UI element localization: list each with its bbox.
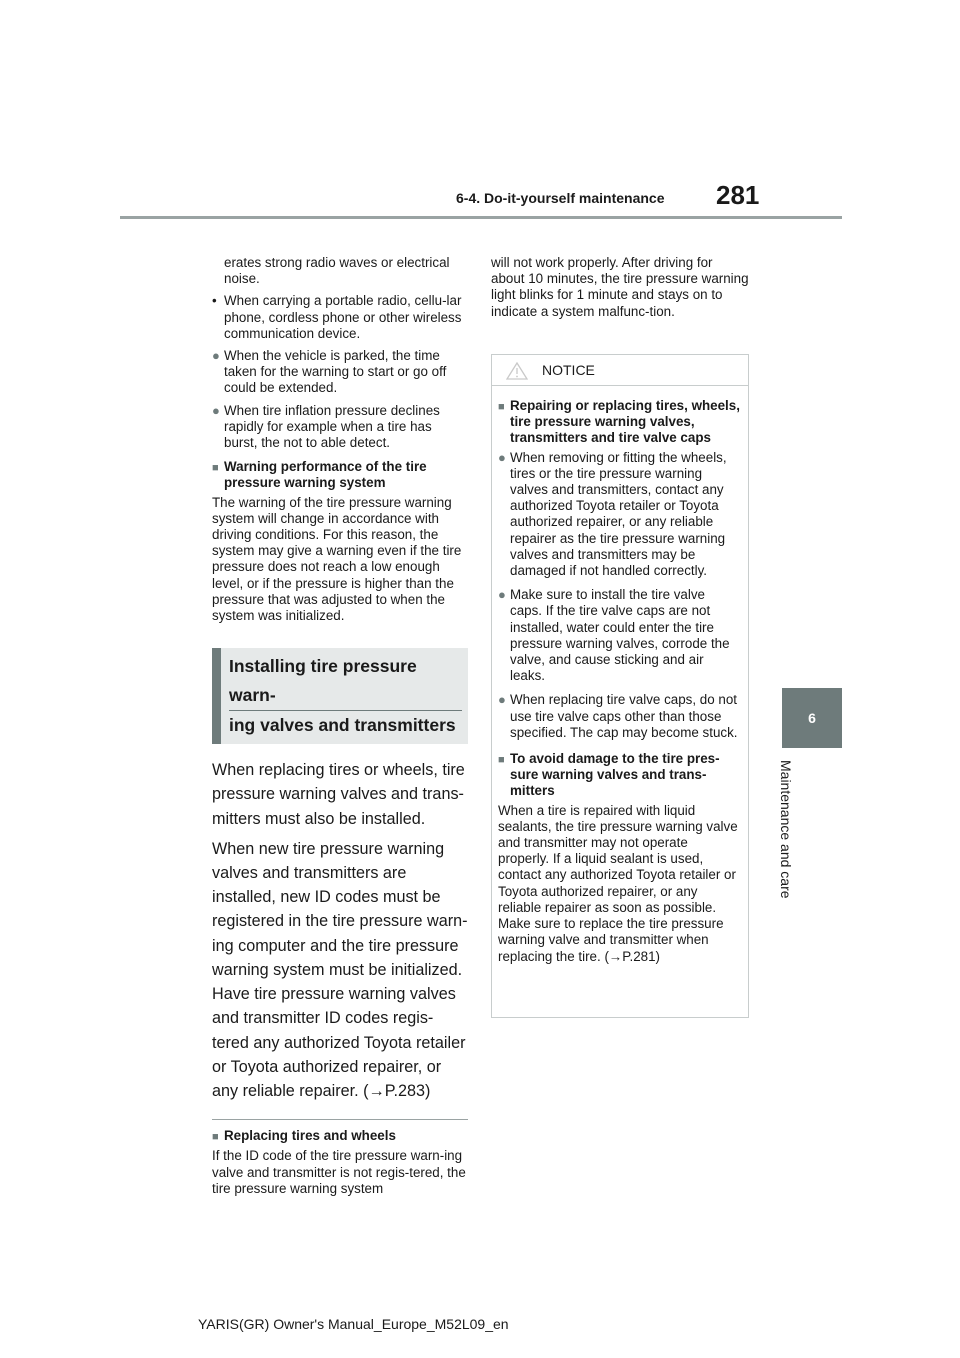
- dash-list-item-text: When carrying a portable radio, cellu-lar phone, cordless phone or other wireless communication device.: [224, 293, 462, 341]
- circle-bullet-icon: ●: [212, 402, 220, 418]
- square-bullet-icon: ■: [498, 754, 505, 767]
- square-bullet-icon: ■: [212, 1131, 219, 1144]
- list-item-text: When replacing tire valve caps, do not use tire valve caps other than those specified. The cap may become stuck.: [510, 692, 738, 740]
- continued-text: erates strong radio waves or electrical noise.: [224, 255, 450, 287]
- section-heading-line1: Installing tire pressure warn-: [229, 652, 462, 711]
- list-item-text: Make sure to install the tire valve caps. If the tire valve caps are not installed, water could enter the tire pressure warning valves, corrode the valve, and cause sticking and air leaks.: [510, 587, 730, 684]
- list-item: [498, 692, 740, 741]
- chapter-tab-number: 6: [808, 710, 816, 726]
- header-rule: [120, 216, 842, 219]
- notice-box: [491, 354, 749, 1018]
- subheading-replacing: [212, 1128, 468, 1145]
- subheading-text: Warning performance of the tire pressure warning system: [224, 459, 427, 491]
- list-item: [498, 587, 740, 684]
- notice-heading-avoid-damage: [498, 751, 740, 800]
- chapter-side-label: [778, 760, 806, 920]
- notice-heading-repairing: [498, 398, 740, 447]
- notice-body: [492, 386, 748, 965]
- square-bullet-icon: ■: [498, 401, 505, 413]
- dash-list-item: [212, 293, 468, 342]
- circle-bullet-icon: ●: [498, 692, 506, 708]
- replacing-text: If the ID code of the tire pressure warn-ing valve and transmitter is not regis-tered, the tire pressure warning system: [212, 1148, 466, 1196]
- circle-bullet-icon: ●: [212, 348, 220, 364]
- list-item-text: When removing or fitting the wheels, tires or the tire pressure warning valves and transmitters, contact any authorized Toyota retailer or Toyota authorized repairer, or any reliable repairer as the tire pressure warning valves and transmitters may be damaged if not handled correctly.: [510, 449, 727, 579]
- notice-header: [492, 355, 748, 386]
- section-paragraph-1: When replacing tires or wheels, tire pressure warning valves and trans-mitters must also be installed.: [212, 761, 465, 828]
- notice-heading-text: To avoid damage to the tire pres-sure warning valves and trans-mitters: [510, 751, 720, 799]
- header-section-title: 6-4. Do-it-yourself maintenance: [456, 190, 665, 206]
- subheading-text: Replacing tires and wheels: [224, 1128, 396, 1144]
- left-column: [212, 255, 468, 1203]
- list-item-text: When tire inflation pressure declines rapidly for example when a tire has burst, the not to able detect.: [224, 402, 440, 451]
- dash-bullet-icon: •: [212, 293, 217, 309]
- notice-title: NOTICE: [542, 362, 595, 378]
- list-item-text: When the vehicle is parked, the time taken for the warning to start or go off could be extended.: [224, 348, 447, 396]
- notice-heading-text: Repairing or replacing tires, wheels, tire pressure warning valves, transmitters and tire valve caps: [510, 398, 740, 446]
- chapter-tab: [782, 688, 842, 748]
- chapter-side-label-text: Maintenance and care: [778, 760, 794, 899]
- subheading-warning-performance: [212, 459, 468, 491]
- page-number: 281: [716, 180, 760, 210]
- right-column: [491, 255, 749, 326]
- list-item: [212, 348, 468, 397]
- section-heading: [212, 648, 468, 744]
- list-item: [212, 403, 468, 452]
- warning-performance-text: The warning of the tire pressure warning system will change in accordance with driving conditions. For this reason, the system may give a warning even if the tire pressure does not reach a low enough level, or if the pressure is higher than the pressure that was adjusted to when the system was initialized.: [212, 494, 462, 624]
- section-paragraph-2: When new tire pressure warning valves and transmitters are installed, new ID codes must be registered in the tire pressure warn-ing computer and the tire pressure warning system must be initialized. Have tire pressure warning valves and transmitter ID codes regis-tered any authorized Toyota retailer or Toyota authorized repairer, or any reliable repairer. (→P.283): [212, 839, 468, 1100]
- notice-text: When a tire is repaired with liquid sealants, the tire pressure warning valve and transmitter may not operate properly. If a liquid sealant is used, contact any authorized Toyota retailer or Toyota authorized repairer, or any reliable repairer as soon as possible. Make sure to replace the tire pressure warning valve and transmitter when replacing the tire. (→P.281): [498, 802, 738, 964]
- circle-bullet-icon: ●: [498, 587, 506, 603]
- section-heading-line2: ing valves and transmitters: [229, 715, 456, 736]
- continued-text: will not work properly. After driving for about 10 minutes, the tire pressure warning light blinks for 1 minute and stays on to indicate a system malfunc-tion.: [491, 255, 749, 319]
- warning-triangle-icon: [506, 362, 528, 380]
- list-item: [498, 450, 740, 580]
- square-bullet-icon: ■: [212, 462, 219, 475]
- footer-manual-id: YARIS(GR) Owner's Manual_Europe_M52L09_en: [198, 1316, 509, 1332]
- divider: [212, 1119, 468, 1120]
- circle-bullet-icon: ●: [498, 449, 506, 465]
